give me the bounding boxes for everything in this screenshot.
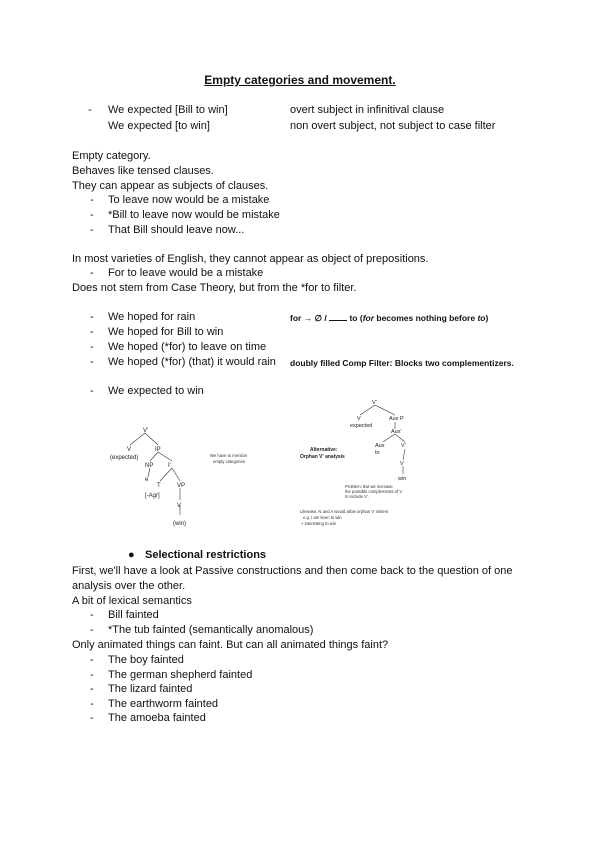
ec-line: They can appear as subjects of clauses. xyxy=(72,180,269,192)
note-text: for xyxy=(290,313,302,323)
ec-line: Empty category. xyxy=(72,150,151,162)
tree-node: T xyxy=(157,483,161,489)
paragraph: First, we'll have a look at Passive constructions and then come back to the question of one xyxy=(72,565,513,577)
tree-node: [-Agr] xyxy=(145,493,160,499)
note-text: ) xyxy=(485,313,489,323)
tree-node: (expected) xyxy=(110,455,139,461)
list-item: To leave now would be a mistake xyxy=(108,194,270,206)
tree-node: expected xyxy=(350,423,373,429)
tree-note: We have to mention xyxy=(210,453,248,458)
paragraph: analysis over the other. xyxy=(72,580,186,592)
dash: - xyxy=(90,311,94,323)
list-item: The lizard fainted xyxy=(108,683,193,695)
note-text: becomes nothing before xyxy=(374,313,478,323)
dash: - xyxy=(90,209,94,221)
list-item: The boy fainted xyxy=(108,654,184,666)
list-item: We hoped for Bill to win xyxy=(108,326,224,338)
note-text: to ( xyxy=(349,313,363,323)
ec-line: Behaves like tensed clauses. xyxy=(72,165,214,177)
intro-example: We expected [to win] xyxy=(108,120,210,132)
intro-comment: overt subject in infinitival clause xyxy=(290,104,445,116)
dash: - xyxy=(90,385,94,397)
tree-node: V xyxy=(127,447,132,453)
tree-node: NP xyxy=(145,463,154,469)
list-item: The earthworm fainted xyxy=(108,698,219,710)
dash: - xyxy=(90,698,94,710)
tree-node: I' xyxy=(168,463,171,469)
tree-node: win xyxy=(398,476,407,482)
tree-note: + interesting to win xyxy=(301,521,337,526)
tree-node: (win) xyxy=(173,521,186,527)
tree-note: empty categories xyxy=(213,459,245,464)
intro-comment: non overt subject, not subject to case filter xyxy=(290,120,496,132)
blank-line xyxy=(329,320,347,321)
page-title: Empty categories and movement. xyxy=(204,73,396,87)
tree-node: V xyxy=(400,461,404,467)
dash: - xyxy=(90,224,94,236)
dash: - xyxy=(90,194,94,206)
tree-label: Orphan V' analysis xyxy=(300,454,345,460)
tree-node: VP xyxy=(177,483,186,489)
tree-node: IP xyxy=(155,447,161,453)
dash: - xyxy=(90,712,94,724)
bullet: ● xyxy=(128,549,135,561)
paragraph: Only animated things can faint. But can all animated things faint? xyxy=(72,639,389,651)
list-item: We hoped for rain xyxy=(108,311,196,323)
dash: - xyxy=(90,267,94,279)
list-item: We hoped (*for) (that) it would rain xyxy=(108,356,276,368)
tree-node: V' xyxy=(401,443,406,449)
tree-label: Alternative: xyxy=(310,447,338,453)
tree-node: V xyxy=(177,503,182,509)
dash: - xyxy=(90,624,94,636)
note-text: to xyxy=(477,313,486,323)
dash: - xyxy=(90,683,94,695)
tree-node: Aux' xyxy=(391,429,402,435)
tree-note: Likewise, N and A would allow orphan V' sisters xyxy=(300,509,389,514)
dash: - xyxy=(90,609,94,621)
list-item: That Bill should leave now... xyxy=(108,224,245,236)
note-text: for xyxy=(362,313,375,323)
dash: - xyxy=(90,341,94,353)
note-text: → ∅ / xyxy=(303,313,327,323)
tree-note: Problem: But we increase xyxy=(345,484,393,489)
list-item: We expected to win xyxy=(108,385,204,397)
section-heading: Selectional restrictions xyxy=(145,549,267,561)
paragraph: A bit of lexical semantics xyxy=(72,595,192,607)
tree-node: V' xyxy=(143,428,149,434)
tree-node: to xyxy=(375,450,380,456)
dash: - xyxy=(90,654,94,666)
intro-example: We expected [Bill to win] xyxy=(108,104,228,116)
list-item: We hoped (*for) to leave on time xyxy=(108,341,267,353)
list-item: *Bill to leave now would be mistake xyxy=(108,209,280,221)
tree-note: to include V'. xyxy=(345,494,369,499)
tree-node: V xyxy=(357,416,361,422)
filter-note xyxy=(290,313,488,324)
tree-note: the possible complements of V xyxy=(345,489,403,494)
tree-node: e xyxy=(145,477,149,483)
tree-note: e.g. I am keen to win xyxy=(303,515,342,520)
tree-node: Aux P xyxy=(389,416,404,422)
list-item: The amoeba fainted xyxy=(108,712,206,724)
prep-line: Does not stem from Case Theory, but from the *for to filter. xyxy=(72,282,357,294)
list-item: The german shepherd fainted xyxy=(108,669,253,681)
list-item: Bill fainted xyxy=(108,609,159,621)
filter-note: doubly filled Comp Filter: Blocks two complementizers. xyxy=(290,358,514,368)
dash: - xyxy=(90,356,94,368)
dash: - xyxy=(90,326,94,338)
list-item: *The tub fainted (semantically anomalous) xyxy=(108,624,314,636)
tree-diagram-left xyxy=(110,425,250,530)
tree-diagram-right xyxy=(295,398,465,538)
dash: - xyxy=(88,104,92,116)
list-item: For to leave would be a mistake xyxy=(108,267,264,279)
tree-node: V' xyxy=(372,400,377,406)
prep-line: In most varieties of English, they cannot appear as object of prepositions. xyxy=(72,253,429,265)
tree-node: Aux xyxy=(375,443,385,449)
dash: - xyxy=(90,669,94,681)
